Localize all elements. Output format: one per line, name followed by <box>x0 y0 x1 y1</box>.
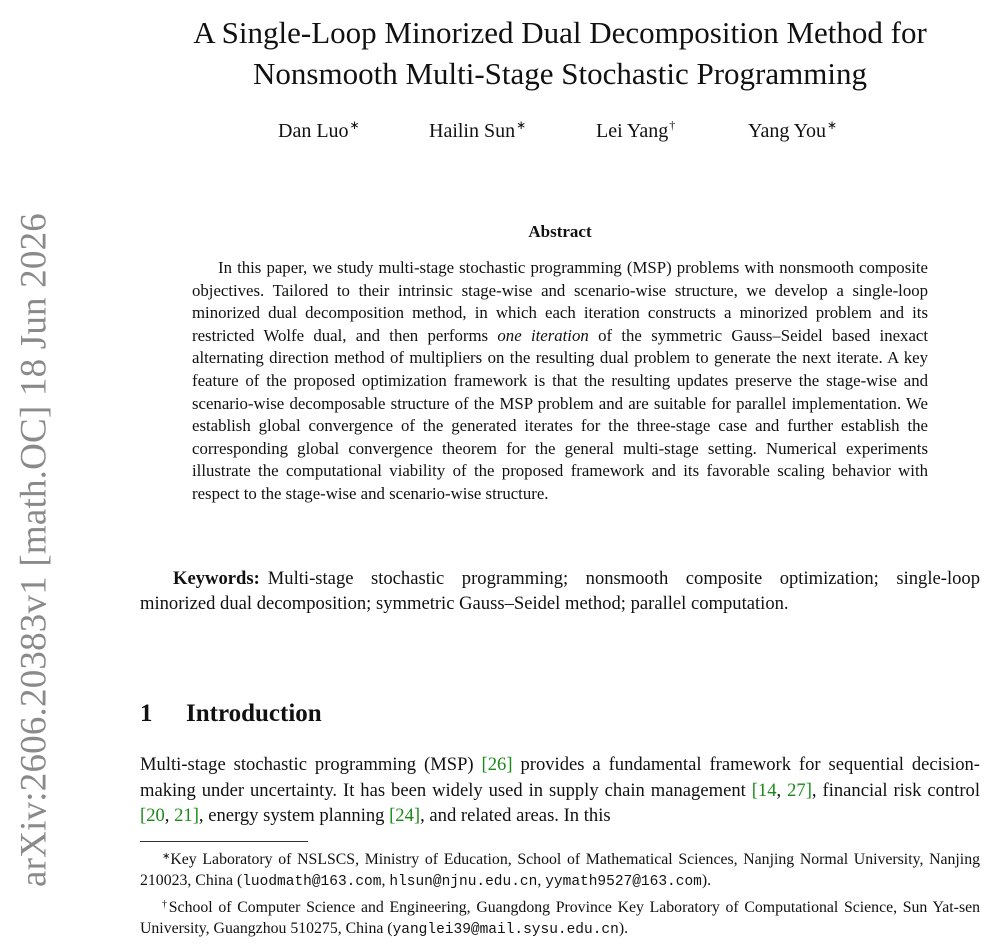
keywords-label: Keywords: <box>173 568 260 589</box>
citation-link[interactable]: [20 <box>140 805 165 826</box>
citation-link[interactable]: [26] <box>481 754 513 775</box>
arxiv-side-stamp <box>2 200 66 900</box>
footnote-divider <box>140 841 308 842</box>
section-title: Introduction <box>186 700 322 727</box>
section-heading-introduction <box>140 700 980 728</box>
citation-link[interactable]: [14 <box>751 779 777 801</box>
author-4: Yang You∗ <box>748 118 838 142</box>
email-link[interactable]: yanglei39@mail.sysu.edu.cn <box>392 922 619 939</box>
email-link[interactable]: luodmath@163.com <box>242 874 382 891</box>
title-line-1: A Single-Loop Minorized Dual Decomposition Method for <box>193 15 927 50</box>
title-line-2: Nonsmooth Multi-Stage Stochastic Programming <box>253 56 867 91</box>
footnote-2: †School of Computer Science and Engineering, Guangdong Province Key Laboratory of Computational Science, Sun Yat-sen University, Guangzhou 510275, China (yanglei39@mail.sysu.edu.cn). <box>140 898 981 939</box>
citation-link[interactable]: 27] <box>787 779 812 801</box>
abstract-body: In this paper, we study multi-stage stochastic programming (MSP) problems with nonsmooth composite objectives. Tailored to their intrinsic stage-wise and scenario-wise structure, we develop a single-loop minorized dual decomposition method, in which each iteration constructs a minorized problem and its restricted Wolfe dual, and then performs one iteration of the symmetric Gauss–Seidel based inexact alternating direction method of multipliers on the resulting dual problem to generate the next iterate. A key feature of the proposed optimization framework is that the resulting updates preserve the stage-wise and scenario-wise decomposable structure of the MSP problem and are suitable for parallel implementation. We establish global convergence of the generated iterates for the three-stage case and further establish the corresponding global convergence theorem for the general multi-stage setting. Numerical experiments illustrate the computational viability of the proposed framework and its favorable scaling behavior with respect to the stage-wise and scenario-wise structure. <box>192 258 928 503</box>
author-1: Dan Luo∗ <box>278 118 360 142</box>
footnotes <box>140 846 980 942</box>
citation-link[interactable]: [24] <box>389 805 421 826</box>
footnote-1: ∗Key Laboratory of NSLSCS, Ministry of Education, School of Mathematical Sciences, Nanjing Normal University, Nanjing 210023, China (luodmath@163.com, hlsun@njnu.edu.cn, yymath9527@163.com). <box>140 851 980 891</box>
email-link[interactable]: yymath9527@163.com <box>545 874 702 891</box>
introduction-paragraph: Multi-stage stochastic programming (MSP) [26] provides a fundamental framework for sequential decision-making under uncertainty. It has been widely used in supply chain management [14, 27], financial risk control [20, 21], energy system planning [24], and related areas. In this <box>140 754 980 826</box>
arxiv-identifier: arXiv:2606.20383v1 [math.OC] 18 Jun 2026 <box>13 213 55 887</box>
abstract-emphasis: one iteration <box>497 325 589 345</box>
email-link[interactable]: hlsun@njnu.edu.cn <box>389 874 538 891</box>
keywords-block <box>140 566 980 616</box>
author-2: Hailin Sun∗ <box>429 118 527 142</box>
citation-link[interactable]: 21] <box>174 805 199 826</box>
abstract-heading: Abstract <box>528 222 592 241</box>
paper-title <box>140 12 980 94</box>
keywords-text: Multi-stage stochastic programming; nonsmooth composite optimization; single-loop minorized dual decomposition; symmetric Gauss–Seidel method; parallel computation. <box>140 568 980 614</box>
section-number: 1 <box>140 700 153 727</box>
author-3: Lei Yang† <box>596 118 676 142</box>
